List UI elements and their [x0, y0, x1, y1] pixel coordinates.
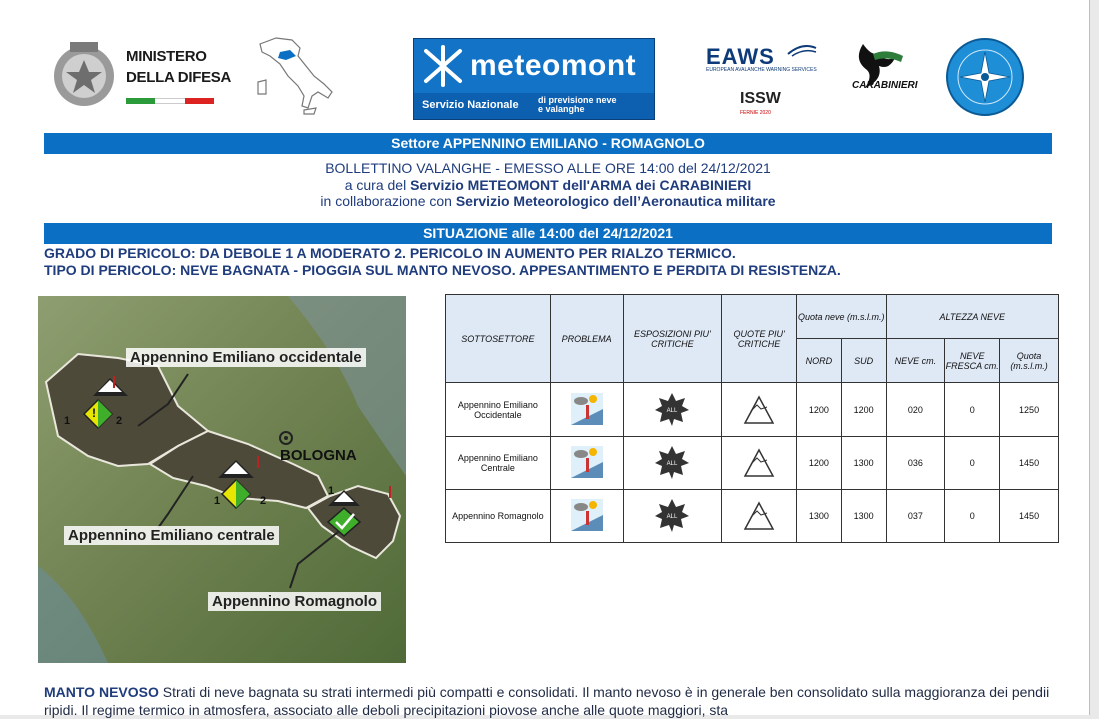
italian-flag	[126, 98, 214, 104]
situation-bar: SITUAZIONE alle 14:00 del 24/12/2021	[44, 223, 1052, 244]
svg-text:ALL: ALL	[667, 514, 678, 520]
ministero-emblem-icon	[50, 38, 118, 110]
row-name: Appennino Emiliano Centrale	[446, 437, 551, 490]
cell-quota: 1450	[1000, 490, 1059, 543]
elevation-all-icon	[722, 383, 797, 437]
bulletin-line-2: a cura del Servizio METEOMONT dell'ARMA dei CARABINIERI	[344, 177, 752, 193]
table-row	[446, 383, 1059, 437]
map-level-cen-high: 2	[260, 495, 267, 507]
eaws-swoosh-icon	[786, 42, 818, 58]
cell-fresca: 0	[945, 437, 1000, 490]
th-nord: NORD	[796, 339, 841, 383]
manto-text: Strati di neve bagnata su strati intermedi più compatti e consolidati. Il manto nevoso è in generale ben consolidato sulla maggioranza dei pendii ripidi. Il regime termico in atmosfera, associato alle deboli precipitazioni piovose anche alle quote maggiori, sta	[44, 684, 1050, 718]
cell-nord: 1200	[796, 383, 841, 437]
ministero-name: MINISTERO DELLA DIFESA	[126, 48, 232, 86]
map-label-bologna: BOLOGNA	[280, 447, 357, 464]
danger-grade: GRADO DI PERICOLO: DA DEBOLE 1 A MODERATO 2. PERICOLO IN AUMENTO PER RIALZO TERMICO.	[44, 245, 736, 261]
problem-wet-snow-icon	[550, 383, 623, 437]
cell-neve: 036	[886, 437, 945, 490]
italy-map-icon	[254, 32, 340, 116]
danger-type: TIPO DI PERICOLO: NEVE BAGNATA - PIOGGIA SUL MANTO NEVOSO. APPESANTIMENTO E PERDITA DI RESISTENZA.	[44, 262, 841, 278]
th-sud: SUD	[841, 339, 886, 383]
cell-neve: 037	[886, 490, 945, 543]
row-name: Appennino Romagnolo	[446, 490, 551, 543]
map-level-occ-high: 2	[116, 415, 123, 427]
bulletin-line-3: in collaborazione con Servizio Meteorologico dell’Aeronautica militare	[320, 193, 776, 209]
svg-text:ALL: ALL	[667, 407, 678, 414]
th-neve-cm: NEVE cm.	[886, 339, 945, 383]
th-sottosettore: SOTTOSETTORE	[446, 295, 551, 383]
elevation-all-icon	[722, 490, 797, 543]
aeronautica-logo	[946, 38, 1024, 116]
table-row	[446, 490, 1059, 543]
th-altezza-neve: ALTEZZA NEVE	[886, 295, 1058, 339]
bulletin-line-1: BOLLETTINO VALANGHE - EMESSO ALLE ORE 14:00 del 24/12/2021	[325, 160, 771, 176]
th-esposizioni: ESPOSIZIONI PIU' CRITICHE	[623, 295, 722, 383]
map-level-occ-low: 1	[64, 415, 71, 427]
compass-rose-icon	[948, 40, 1022, 114]
row-name: Appennino Emiliano Occidentale	[446, 383, 551, 437]
cell-sud: 1300	[841, 490, 886, 543]
problem-wet-snow-icon	[550, 437, 623, 490]
aspect-all-icon	[623, 383, 722, 437]
th-neve-fresca: NEVE FRESCA cm.	[945, 339, 1000, 383]
eaws-logo: EAWS	[706, 44, 775, 69]
cell-nord: 1200	[796, 437, 841, 490]
aspect-all-icon	[623, 490, 722, 543]
meteomont-logo: meteomont Servizio Nazionale di previsione neve e valanghe	[413, 38, 655, 120]
sector-map	[38, 296, 406, 663]
th-problema: PROBLEMA	[550, 295, 623, 383]
eaws-subtitle: EUROPEAN AVALANCHE WARNING SERVICES	[706, 67, 817, 73]
cell-quota: 1450	[1000, 437, 1059, 490]
issw-logo: ISSW	[740, 90, 781, 107]
map-label-centrale: Appennino Emiliano centrale	[64, 526, 279, 545]
elevation-all-icon	[722, 437, 797, 490]
sector-bar: Settore APPENNINO EMILIANO - ROMAGNOLO	[44, 133, 1052, 154]
svg-text:ALL: ALL	[667, 461, 678, 467]
manto-nevoso-paragraph	[44, 683, 1064, 719]
carabinieri-flame-icon	[843, 40, 913, 100]
snowflake-icon	[420, 45, 466, 87]
issw-subtitle: FERNIE 2020	[740, 110, 771, 116]
map-level-rom-low: 1	[328, 485, 335, 497]
cell-neve: 020	[886, 383, 945, 437]
map-level-cen-low: 1	[214, 495, 221, 507]
cell-sud: 1200	[841, 383, 886, 437]
svg-text:!: !	[92, 406, 96, 420]
problem-wet-snow-icon	[550, 490, 623, 543]
cell-fresca: 0	[945, 490, 1000, 543]
map-label-romagnolo: Appennino Romagnolo	[208, 592, 381, 611]
th-quota: Quota (m.s.l.m.)	[1000, 339, 1059, 383]
aspect-all-icon	[623, 437, 722, 490]
cell-nord: 1300	[796, 490, 841, 543]
th-quota-neve: Quota neve (m.s.l.m.)	[796, 295, 886, 339]
cell-fresca: 0	[945, 383, 1000, 437]
cell-quota: 1250	[1000, 383, 1059, 437]
carabinieri-logo-text: CARABINIERI	[852, 80, 918, 91]
th-quote: QUOTE PIU' CRITICHE	[722, 295, 797, 383]
manto-title: MANTO NEVOSO	[44, 684, 159, 700]
cell-sud: 1300	[841, 437, 886, 490]
sector-table	[445, 294, 1059, 543]
table-row	[446, 437, 1059, 490]
map-label-occidentale: Appennino Emiliano occidentale	[126, 348, 366, 367]
